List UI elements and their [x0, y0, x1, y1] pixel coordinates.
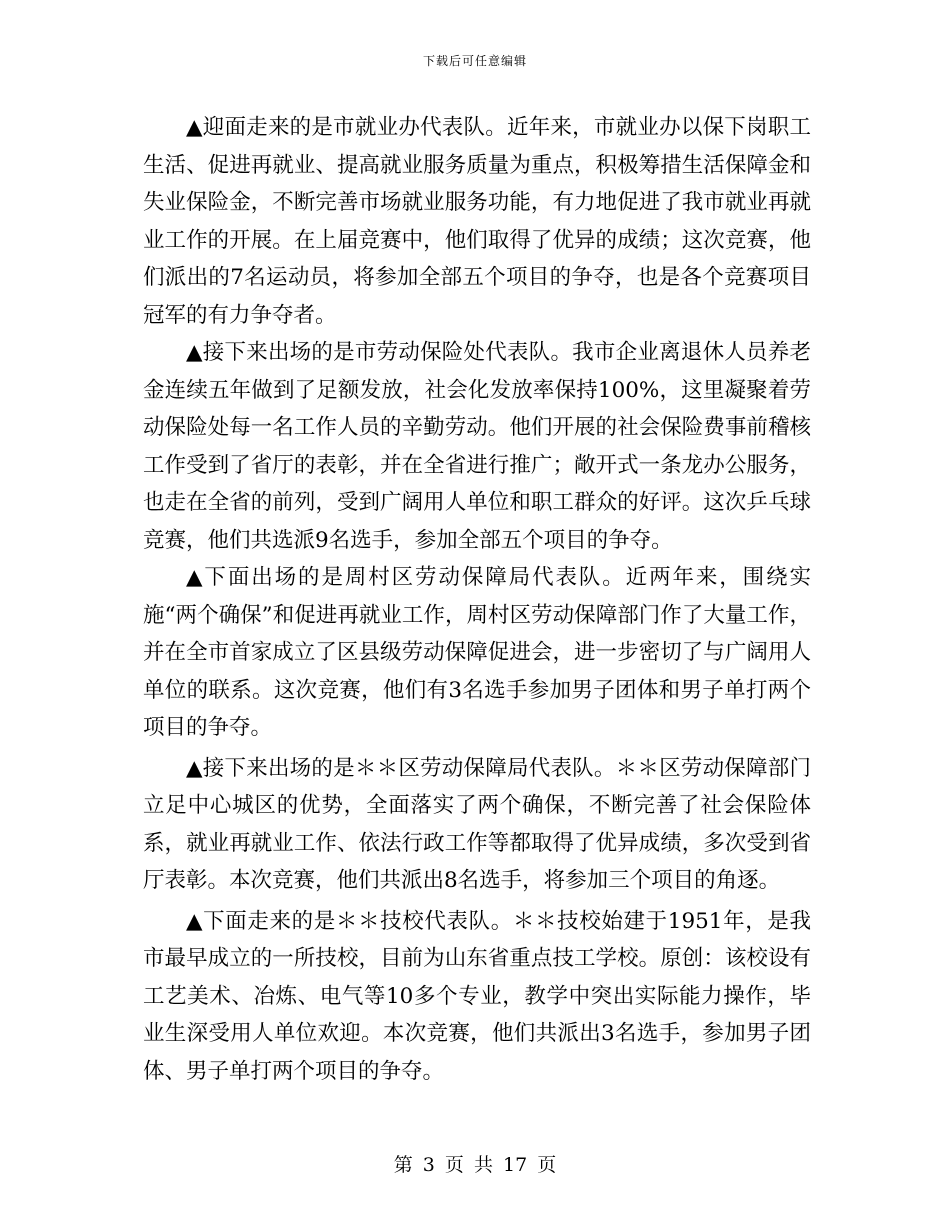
- page-number-footer: 第 3 页 共 17 页: [393, 1154, 557, 1176]
- paragraph-technical-school-team: ▲下面走来的是＊＊技校代表队。＊＊技校始建于1951年，是我市最早成立的一所技校，目前为山东省重点技工学校。原创：该校设有工艺美术、冶炼、电气等10多个专业，教学中突出实际能力操作，毕业生深受用人单位欢迎。本次竞赛，他们共派出3名选手，参加男子团体、男子单打两个项目的争夺。: [143, 908, 811, 1084]
- paragraph-labor-insurance-team: ▲接下来出场的是市劳动保险处代表队。我市企业离退休人员养老金连续五年做到了足额发放，社会化发放率保持100%，这里凝聚着劳动保险处每一名工作人员的辛勤劳动。他们开展的社会保险费事前稽核工作受到了省厅的表彰，并在全省进行推广；敞开式一条龙办公服务，也走在全省的前列，受到广阔用人单位和职工群众的好评。这次乒乓球竞赛，他们共选派9名选手，参加全部五个项目的争夺。: [143, 340, 811, 553]
- paragraph-employment-office-team: ▲迎面走来的是市就业办代表队。近年来，市就业办以保下岗职工生活、促进再就业、提高就业服务质量为重点，积极筹措生活保障金和失业保险金，不断完善市场就业服务功能，有力地促进了我市就业再就业工作的开展。在上届竞赛中，他们取得了优异的成绩；这次竞赛，他们派出的7名运动员，将参加全部五个项目的争夺，也是各个竞赛项目冠军的有力争夺者。: [143, 115, 811, 328]
- page-header: 下载后可任意编辑: [422, 54, 527, 68]
- document-body: [143, 109, 811, 1090]
- paragraph-district-labor-team: ▲接下来出场的是＊＊区劳动保障局代表队。＊＊区劳动保障部门立足中心城区的优势，全面落实了两个确保，不断完善了社会保险体系，就业再就业工作、依法行政工作等都取得了优异成绩，多次受到省厅表彰。本次竞赛，他们共派出8名选手，将参加三个项目的角逐。: [143, 755, 811, 893]
- paragraph-zhoucun-district-team: ▲下面出场的是周村区劳动保障局代表队。近两年来，围绕实施“两个确保”和促进再就业工作，周村区劳动保障部门作了大量工作，并在全市首家成立了区县级劳动保障促进会，进一步密切了与广阔用人单位的联系。这次竞赛，他们有3名选手参加男子团体和男子单打两个项目的争夺。: [143, 565, 811, 740]
